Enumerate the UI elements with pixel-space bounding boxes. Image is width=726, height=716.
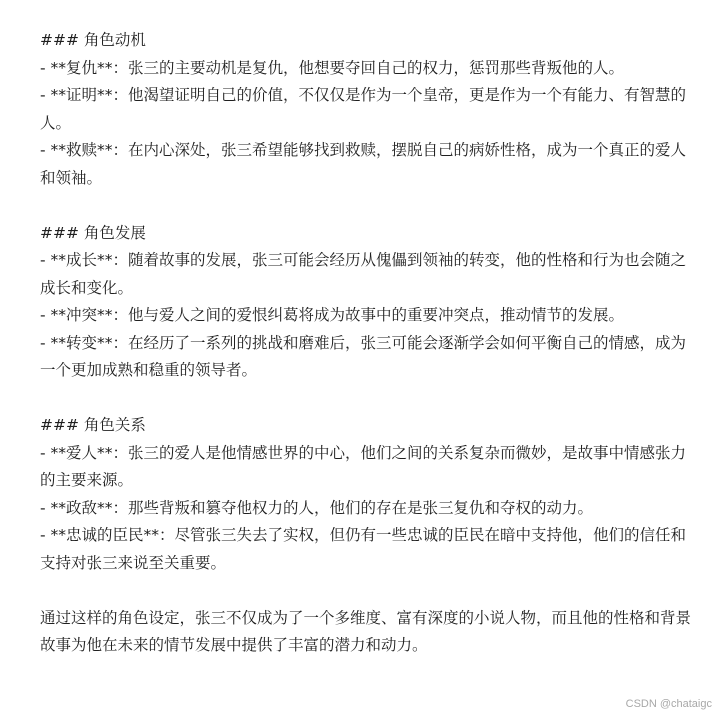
- list-item: - **复仇**：张三的主要动机是复仇，他想要夺回自己的权力，惩罚那些背叛他的人。: [40, 58, 625, 77]
- list-item: - **成长**：随着故事的发展，张三可能会经历从傀儡到领袖的转变，他的性格和行为也会随之成长和变化。: [40, 251, 687, 297]
- section-heading: ### 角色发展: [40, 223, 146, 242]
- section-relationships: [40, 412, 700, 577]
- section-heading: ### 角色动机: [40, 31, 146, 49]
- list-item: - **爱人**：张三的爱人是他情感世界的中心，他们之间的关系复杂而微妙，是故事中情感张力的主要来源。: [40, 443, 687, 489]
- list-item: - **忠诚的臣民**：尽管张三失去了实权，但仍有一些忠诚的臣民在暗中支持他，他们的信任和支持对张三来说至关重要。: [40, 526, 687, 572]
- list-item: - **救赎**：在内心深处，张三希望能够找到救赎，摆脱自己的病娇性格，成为一个真正的爱人和领袖。: [40, 141, 687, 187]
- list-item: - **政敌**：那些背叛和篡夺他权力的人，他们的存在是张三复仇和夺权的动力。: [40, 498, 594, 517]
- list-item: - **转变**：在经历了一系列的挑战和磨难后，张三可能会逐渐学会如何平衡自己的情感，成为一个更加成熟和稳重的领导者。: [40, 333, 687, 379]
- list-item: - **证明**：他渴望证明自己的价值，不仅仅是作为一个皇帝，更是作为一个有能力、有智慧的人。: [40, 86, 687, 132]
- document-body: [40, 27, 700, 660]
- csdn-watermark: CSDN @chataigc: [625, 698, 712, 710]
- section-motivation: [40, 27, 700, 192]
- closing-paragraph: 通过这样的角色设定，张三不仅成为了一个多维度、富有深度的小说人物，而且他的性格和背景故事为他在未来的情节发展中提供了丰富的潜力和动力。: [40, 608, 692, 654]
- list-item: - **冲突**：他与爱人之间的爱恨纠葛将成为故事中的重要冲突点，推动情节的发展。: [40, 306, 625, 324]
- section-development: [40, 220, 700, 385]
- section-heading: ### 角色关系: [40, 416, 146, 434]
